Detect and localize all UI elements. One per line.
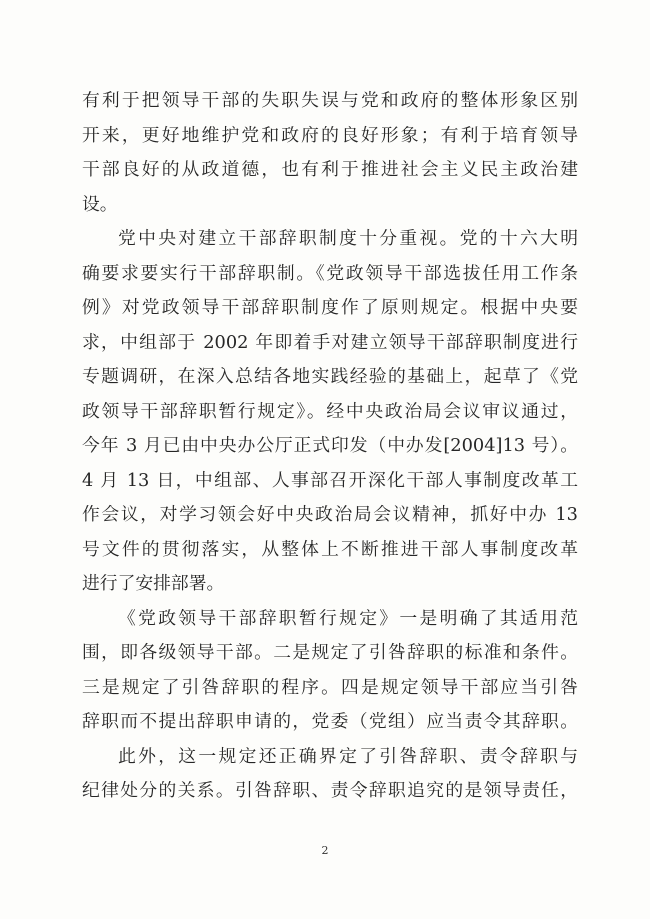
text-line: 设。 [82,193,118,215]
text-line: 作会议，对学习领会好中央政治局会议精神，抓好中办 13 [82,504,578,525]
page-number: 2 [321,844,329,857]
text-line: 围，即各级领导干部。二是规定了引咎辞职的标准和条件。 [82,642,578,663]
text-line: 号文件的贯彻落实，从整体上不断推进干部人事制度改革 [82,538,578,560]
text-line: 干部良好的从政道德，也有利于推进社会主义民主政治建 [82,159,578,180]
text-line: 求，中组部于 2002 年即着手对建立领导干部辞职制度进行 [82,331,578,353]
text-line: 纪律处分的关系。引咎辞职、责令辞职追究的是领导责任， [82,780,578,801]
text-line: 辞职而不提出辞职申请的，党委（党组）应当责令其辞职。 [82,711,578,732]
text-line: 今年 3 月已由中央办公厅正式印发（中办发[2004]13 号）。 [82,435,578,456]
text-line: 此外，这一规定还正确界定了引咎辞职、责令辞职与 [118,745,578,767]
text-line: 有利于把领导干部的失职失误与党和政府的整体形象区别 [82,90,578,111]
text-line: 4 月 13 日，中组部、人事部召开深化干部人事制度改革工 [82,469,578,491]
text-line: 专题调研，在深入总结各地实践经验的基础上，起草了《党 [82,366,578,387]
text-line: 例》对党政领导干部辞职制度作了原则规定。根据中央要 [82,297,578,318]
text-line: 政领导干部辞职暂行规定》。经中央政治局会议审议通过， [82,400,578,422]
text-line: 三是规定了引咎辞职的程序。四是规定领导干部应当引咎 [82,676,578,698]
body-text [82,84,578,809]
text-line: 开来，更好地维护党和政府的良好形象；有利于培育领导 [82,124,578,146]
text-line: 进行了安排部署。 [82,573,225,594]
text-line: 《党政领导干部辞职暂行规定》一是明确了其适用范 [118,607,578,629]
text-line: 党中央对建立干部辞职制度十分重视。党的十六大明 [118,228,578,249]
text-line: 确要求要实行干部辞职制。《党政领导干部选拔任用工作条 [82,262,578,284]
